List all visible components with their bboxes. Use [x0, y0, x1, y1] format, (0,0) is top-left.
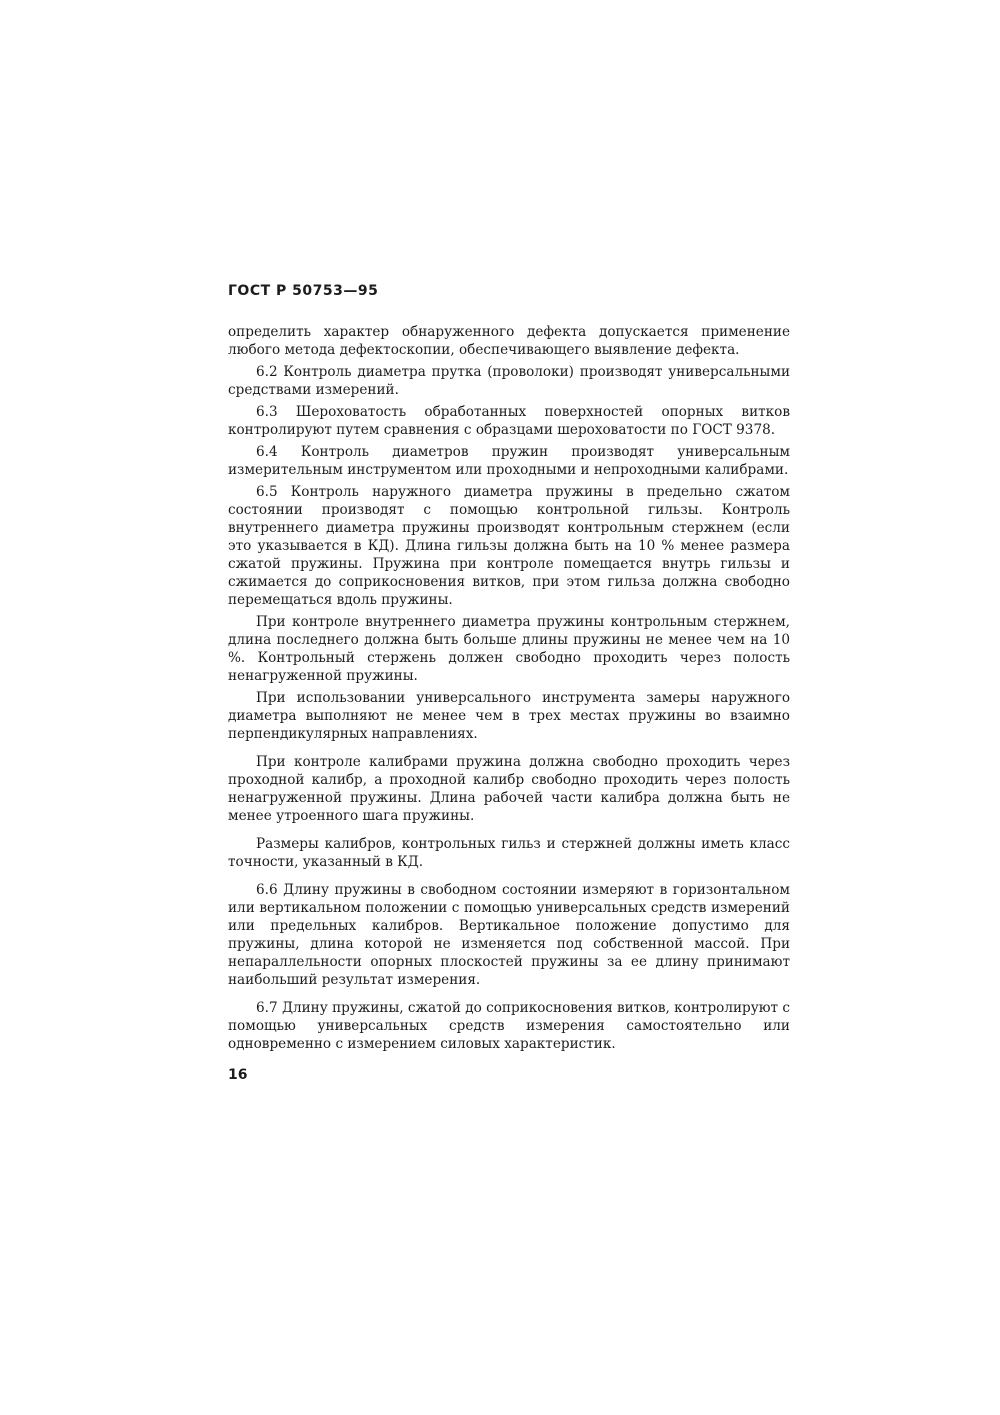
paragraph-6-5: 6.5 Контроль наружного диаметра пружины в предельно сжатом состоянии производят с помощью контрольной гильзы. Контроль внутреннего диаметра пружины производят контрольным стержнем (если это указывается в КД). Длина гильзы должна быть на 10 % менее размера сжатой пружины. Пружина при контроле помещается внутрь гильзы и сжимается до соприкосновения витков, при этом гильза должна свободно перемещаться вдоль пружины. [228, 484, 790, 608]
paragraph-6-6: 6.6 Длину пружины в свободном состоянии измеряют в горизонтальном или вертикальном положении с помощью универсальных средств измерений или предельных калибров. Вертикальное положение допустимо для пружины, длина которой не изменяется под собственной массой. При непараллельности опорных плоскостей пружины за ее длину принимают наибольший результат измерения. [228, 882, 790, 988]
paragraph-6-3: 6.3 Шероховатость обработанных поверхностей опорных витков контролируют путем сравнения с образцами шероховатости по ГОСТ 9378. [228, 404, 790, 438]
paragraph-6-1-continued: определить характер обнаруженного дефекта допускается применение любого метода дефектоскопии, обеспечивающего выявление дефекта. [228, 324, 790, 358]
paragraph-6-7: 6.7 Длину пружины, сжатой до соприкосновения витков, контролируют с помощью универсальных средств измерения самостоятельно или одновременно с измерением силовых характеристик. [228, 1000, 791, 1052]
document-page [228, 283, 790, 1083]
paragraph-6-2: 6.2 Контроль диаметра прутка (проволоки) производят универсальными средствами измерений. [228, 364, 790, 398]
paragraph-6-4: 6.4 Контроль диаметров пружин производят универсальным измерительным инструментом или проходными и непроходными калибрами. [228, 444, 790, 478]
page-number: 16 [228, 1067, 248, 1083]
paragraph-gauge-accuracy: Размеры калибров, контрольных гильз и стержней должны иметь класс точности, указанный в КД. [228, 836, 790, 870]
paragraph-gauges: При контроле калибрами пружина должна свободно проходить через проходной калибр, а проходной калибр свободно проходить через полость ненагруженной пружины. Длина рабочей части калибра должна быть не менее утроенного шага пружины. [228, 754, 790, 824]
paragraph-universal-tool: При использовании универсального инструмента замеры наружного диаметра выполняют не менее чем в трех местах пружины во взаимно перпендикулярных направлениях. [228, 690, 790, 742]
paragraph-inner-diameter: При контроле внутреннего диаметра пружины контрольным стержнем, длина последнего должна быть больше длины пружины не менее чем на 10 %. Контрольный стержень должен свободно проходить через полость ненагруженной пружины. [228, 614, 790, 684]
document-header: ГОСТ Р 50753—95 [228, 283, 379, 299]
